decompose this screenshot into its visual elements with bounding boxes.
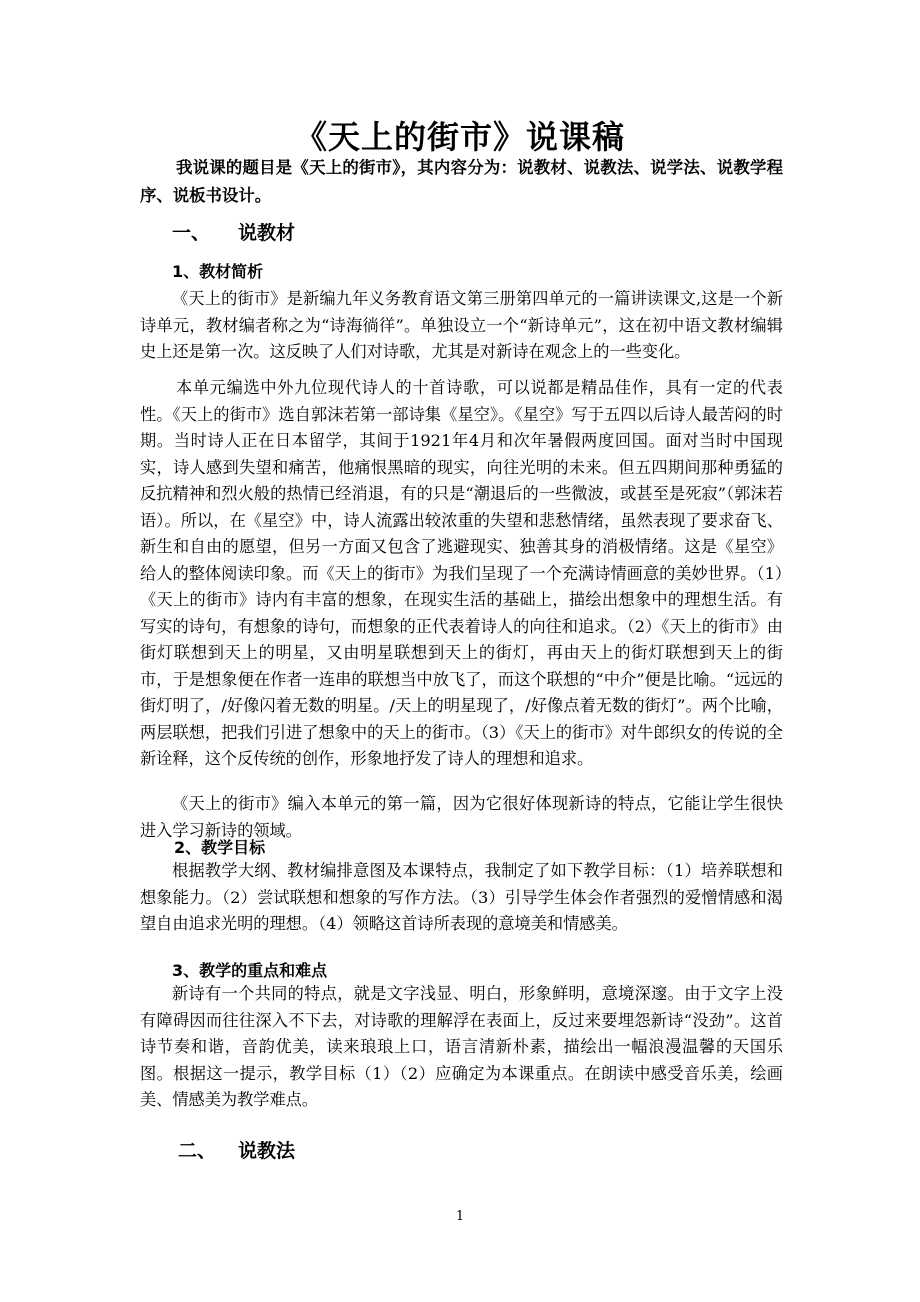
section-2-number: 二、: [178, 1140, 217, 1162]
subsection-3-paragraph-1: 新诗有一个共同的特点，就是文字浅显、明白，形象鲜明，意境深邃。由于文字上没有障碍因而往往深入不下去，对诗歌的理解浮在表面上，反过来要埋怨新诗“没劲”。这首诗节奏和谐，音韵优美，读来琅琅上口，语言清新朴素，描绘出一幅浪漫温馨的天国乐图。根据这一提示，教学目标（1）（2）应确定为本课重点。在朗读中感受音乐美，绘画美、情感美为教学难点。: [140, 984, 783, 1109]
section-2-heading: [178, 1136, 295, 1163]
subsection-1-paragraph-3: 《天上的街市》编入本单元的第一篇，因为它很好体现新诗的特点，它能让学生很快进入学习新诗的领域。: [140, 794, 783, 840]
section-1-heading: [172, 218, 295, 245]
page-title: 《天上的街市》说课稿: [294, 118, 625, 156]
subsection-3-heading: 3、教学的重点和难点: [172, 961, 328, 980]
subsection-1-paragraph-1: 《天上的街市》是新编九年义务教育语文第三册第四单元的一篇讲读课文,这是一个新诗单元，教材编者称之为“诗海徜徉”。单独设立一个“新诗单元”，这在初中语文教材编辑史上还是第一次。这反映了人们对诗歌，尤其是对新诗在观念上的一些变化。: [140, 289, 783, 361]
subsection-2-paragraph-1: 根据教学大纲、教材编排意图及本课特点，我制定了如下教学目标：（1）培养联想和想象能力。（2）尝试联想和想象的写作方法。（3）引导学生体会作者强烈的爱憎情感和渴望自由追求光明的理想。（4）领略这首诗所表现的意境美和情感美。: [140, 861, 783, 933]
section-1-title: 说教材: [238, 222, 296, 244]
section-2-title: 说教法: [238, 1140, 296, 1162]
section-1-number: 一、: [172, 222, 211, 244]
intro-paragraph: 我说课的题目是《天上的街市》，其内容分为：说教材、说教法、说学法、说教学程序、说板书设计。: [140, 158, 783, 205]
subsection-1-heading: 1、教材简析: [172, 262, 264, 281]
subsection-2-heading: 2、教学目标: [174, 838, 266, 857]
page-number: 1: [455, 1209, 465, 1224]
subsection-1-paragraph-2: 本单元编选中外九位现代诗人的十首诗歌，可以说都是精品佳作，具有一定的代表性。《天上的街市》选自郭沫若第一部诗集《星空》。《星空》写于五四以后诗人最苦闷的时期。当时诗人正在日本留学，其间于1921年4月和次年暑假两度回国。面对当时中国现实，诗人感到失望和痛苦，他痛恨黑暗的现实，向往光明的未来。但五四期间那种勇猛的反抗精神和烈火般的热情已经消退，有的只是“潮退后的一些微波，或甚至是死寂”（郭沫若语）。所以，在《星空》中，诗人流露出较浓重的失望和悲愁情绪，虽然表现了要求奋飞、新生和自由的愿望，但另一方面又包含了逃避现实、独善其身的消极情绪。这是《星空》给人的整体阅读印象。而《天上的街市》为我们呈现了一个充满诗情画意的美妙世界。（1）《天上的街市》诗内有丰富的想象，在现实生活的基础上，描绘出想象中的理想生活。有写实的诗句，有想象的诗句，而想象的正代表着诗人的向往和追求。（2）《天上的街市》由街灯联想到天上的明星，又由明星联想到天上的街灯，再由天上的街灯联想到天上的街市，于是想象便在作者一连串的联想当中放飞了，而这个联想的“中介”便是比喻。“远远的街灯明了，/好像闪着无数的明星。/天上的明星现了，/好像点着无数的街灯”。两个比喻，两层联想，把我们引进了想象中的天上的街市。（3）《天上的街市》对牛郎织女的传说的全新诠释，这个反传统的创作，形象地抒发了诗人的理想和追求。: [140, 378, 783, 768]
